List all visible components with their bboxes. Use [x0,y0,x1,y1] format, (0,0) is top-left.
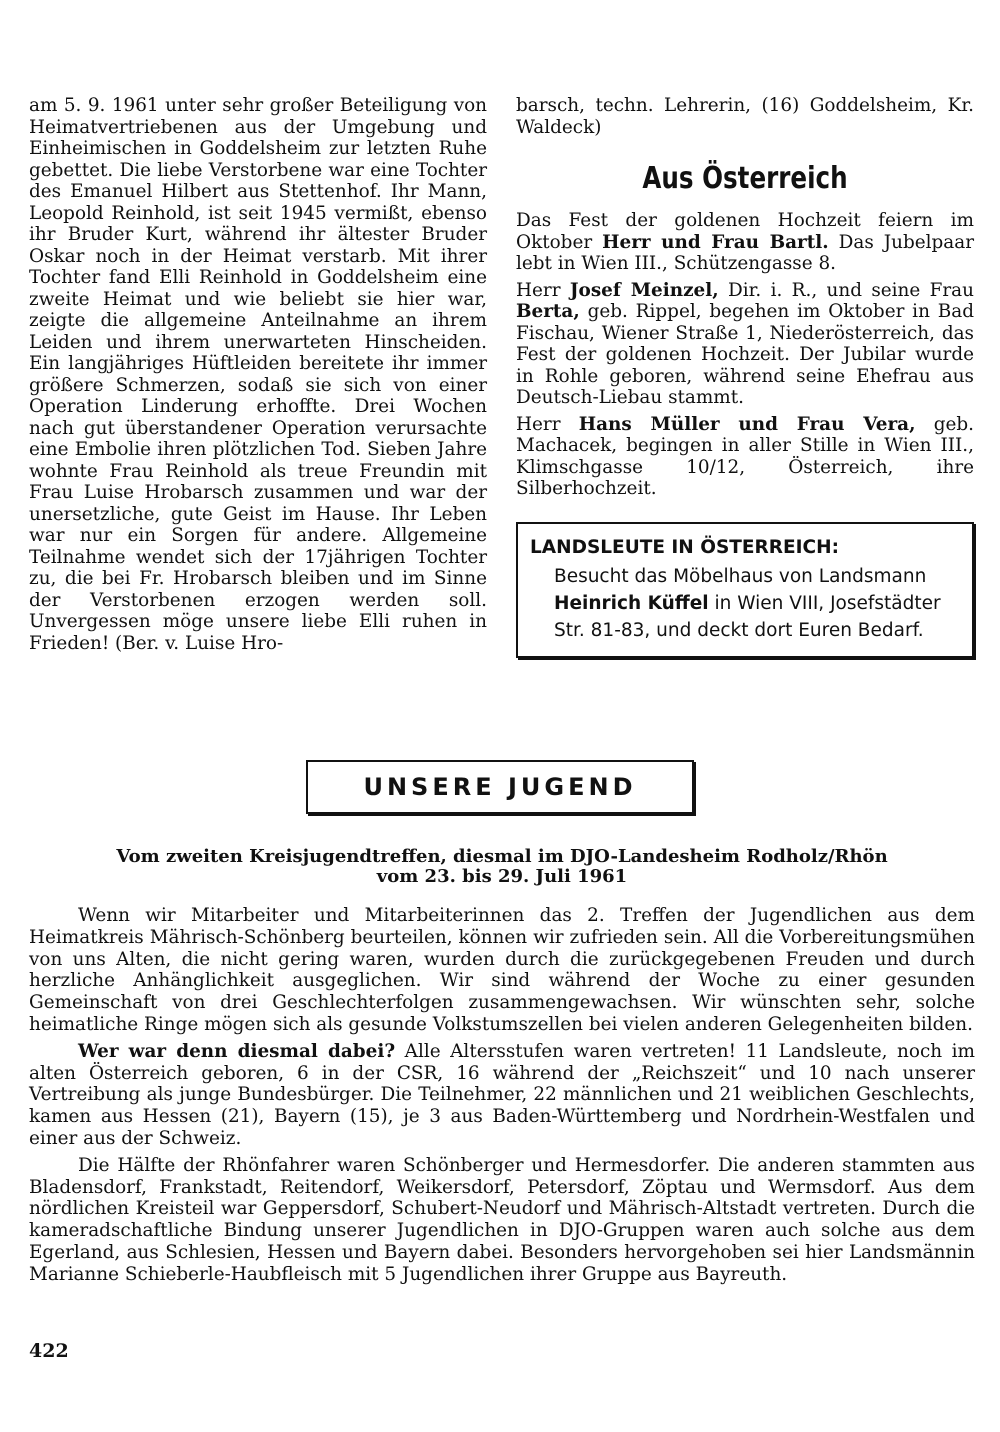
page-number: 422 [29,1340,69,1362]
obituary-text: am 5. 9. 1961 unter sehr großer Beteiligung von Heimatvertriebenen aus der Umgebung und Einheimischen in Goddelsheim zur letzten Ruhe gebettet. Die liebe Verstorbene war eine Tochter des Emanuel Hilbert aus Stettenhof. Ihr Mann, Leopold Reinhold, ist seit 1945 vermißt, ebenso ihr Bruder Kurt, während ihr ältester Bruder Oskar noch in der Heimat verstarb. Mit ihrer Tochter fand Elli Reinhold in Goddelsheim eine zweite Heimat und wie beliebt sie hier war, zeigte die allgemeine Anteilnahme an ihrem Leiden und ihrem unerwarteten Hinscheiden. Ein langjähriges Hüftleiden bereitete ihr immer größere Schmerzen, sodaß sie sich von einer Operation Linderung erhoffte. Drei Wochen nach gut überstandener Operation verursachte eine Embolie ihren plötzlichen Tod. Sieben Jahre wohnte Frau Reinhold als treue Freundin mit Frau Luise Hrobarsch zusammen und war der unersetzliche, gute Geist im Hause. Ihr Leben war nur ein Sorgen für andere. Allgemeine Teilnahme wendet sich der 17jährigen Tochter zu, die bei Fr. Hrobarsch bleiben und im Sinne der Verstorbenen erzogen werden soll. Unvergessen möge unsere liebe Elli ruhen in Frieden! (Ber. v. Luise Hro- [29,95,487,654]
right-column [516,95,974,658]
article-title-line1: Vom zweiten Kreisjugendtreffen, diesmal im DJO-Landesheim Rodholz/Rhön [116,846,888,867]
article-title [29,847,975,887]
article-body [29,905,975,1286]
furniture-ad-box [516,522,974,658]
announcement-mueller: Herr Hans Müller und Frau Vera, geb. Machacek, begingen in aller Stille in Wien III., Klimschgasse 10/12, Österreich, ihre Silberhochzeit. [516,413,974,499]
article-paragraph: Wer war denn diesmal dabei? Alle Altersstufen waren vertreten! 11 Landsleute, noch im alten Österreich geboren, 6 in der CSR, 16 während der „Reichszeit“ und 10 nach unserer Vertreibung als junge Bundesbürger. Die Teilnehmer, 22 männlichen und 21 weiblichen Geschlechts, kamen aus Hessen (21), Bayern (15), je 3 aus Baden-Württemberg und Nordrhein-Westfalen und einer aus der Schweiz. [29,1040,975,1149]
article-paragraph: Die Hälfte der Rhönfahrer waren Schönberger und Hermesdorfer. Die anderen stammten aus Bladensdorf, Frankstadt, Reitendorf, Weikersdorf, Petersdorf, Zöptau und Wermsdorf. Aus dem nördlichen Kreisteil war Geppersdorf, Schubert-Neudorf und Mährisch-Altstadt vertreten. Durch die kameradschaftliche Bindung unserer Jugendlichen in DJO-Gruppen waren auch solche aus dem Egerland, aus Schlesien, Hessen und Bayern dabei. Besonders hervorgehoben sei hier Landsmännin Marianne Schieberle-Haubfleisch mit 5 Jugendlichen ihrer Gruppe aus Bayreuth. [29,1154,975,1285]
section-title-box [306,760,694,814]
announcement-meinzel: Herr Josef Meinzel, Dir. i. R., und seine Frau Berta, geb. Rippel, begehen im Oktober in Bad Fischau, Wiener Straße 1, Niederösterreich, das Fest der goldenen Hochzeit. Der Jubilar wurde in Rohle geboren, während seine Ehefrau aus Deutsch-Liebau stammt. [516,279,974,408]
announcement-bartl: Das Fest der goldenen Hochzeit feiern im Oktober Herr und Frau Bartl. Das Jubelpaar lebt in Wien III., Schützengasse 8. [516,210,974,274]
ad-heading: LANDSLEUTE IN ÖSTERREICH: [530,536,839,558]
section-title: UNSERE JUGEND [363,773,637,801]
continuation-text: barsch, techn. Lehrerin, (16) Goddelsheim, Kr. Waldeck) [516,95,974,138]
left-column [29,95,487,654]
article-title-line2: vom 23. bis 29. Juli 1961 [376,866,628,887]
austria-heading: Aus Österreich [642,161,848,196]
ad-text: Besucht das Möbelhaus von Landsmann Heinrich Küffel in Wien VIII, Josefstädter Str. 81-83, und deckt dort Euren Bedarf. [554,565,941,641]
article-paragraph: Wenn wir Mitarbeiter und Mitarbeiterinnen das 2. Treffen der Jugendlichen aus dem Heimatkreis Mährisch-Schönberg beurteilen, können wir zufrieden sein. All die Vorbereitungsmühen von uns Alten, die nicht gering waren, wurden durch die zurückgegebenen Freuden und durch herzliche Anhänglichkeit ausgeglichen. Wir sind während der Woche zu einer gesunden Gemeinschaft von drei Geschlechterfolgen zusammengewachsen. Wir wünschten sehr, solche heimatliche Ringe mögen sich als gesunde Volkstumszellen bei vielen anderen Gelegenheiten bilden. [29,905,975,1035]
